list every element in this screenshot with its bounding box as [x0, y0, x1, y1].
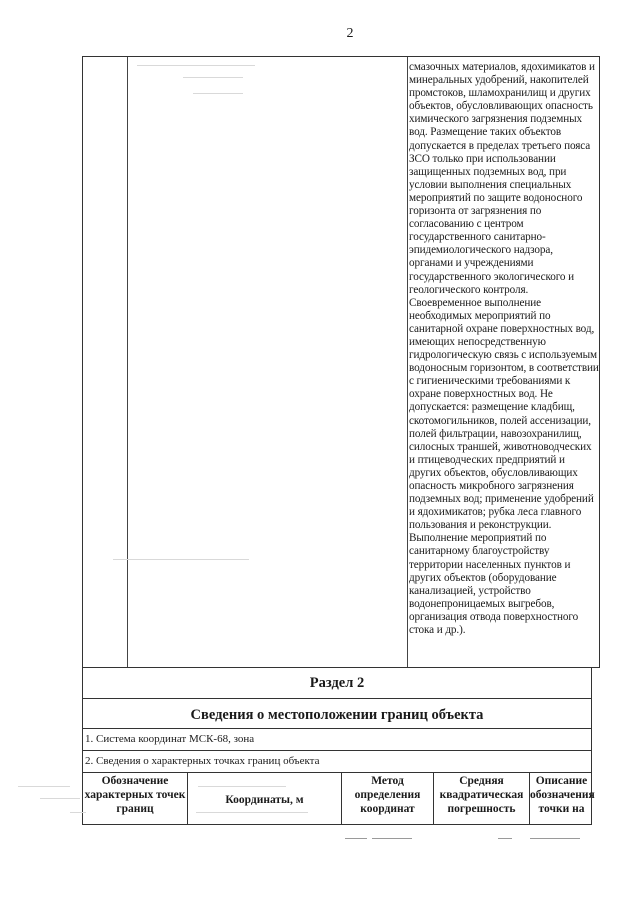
scan-artifact: [198, 786, 286, 787]
column-divider: [127, 57, 128, 667]
scan-artifact: [196, 812, 308, 813]
restrictions-table: [82, 56, 600, 668]
boundary-points-row: 2. Сведения о характерных точках границ объекта: [82, 751, 592, 773]
header-coordinates: Координаты, м: [187, 773, 341, 824]
page-number: 2: [346, 26, 354, 41]
restrictions-text: смазочных материалов, ядохимикатов и минеральных удобрений, накопителей промстоков, шламохранилищ и других объектов, обусловливающих опасность химического загрязнения подземных вод. Размещение таких объектов допускается в пределах третьего пояса ЗСО только при использовании защищенных подземных вод, при условии выполнения специальных мероприятий по защите водоносного горизонта от загрязнения по согласованию с центром государственного санитарно-эпидемиологического надзора, органами и учреждениями государственного экологического и геологического контроля. Своевременное выполнение необходимых мероприятий по санитарной охране поверхностных вод, имеющих непосредственную гидрологическую связь с используемым водоносным горизонтом, в соответствии с гигиеническими требованиями к охране поверхностных вод. Не допускается: размещение кладбищ, скотомогильников, полей ассенизации, полей фильтрации, навозохранилищ, силосных траншей, животноводческих и птицеводческих предприятий и других объектов, обусловливающих опасность микробного загрязнения подземных вод; применение удобрений и ядохимикатов; рубка леса главного пользования и реконструкции. Выполнение мероприятий по санитарному благоустройству территории населенных пунктов и других объектов (оборудование канализацией, устройство водонепроницаемых выгребов, организация отвода поверхностного стока и др.).: [409, 61, 599, 637]
column-divider: [407, 57, 408, 667]
header-method: Метод определения координат: [341, 773, 433, 824]
scan-artifact: [345, 838, 367, 839]
scan-artifact: [372, 838, 412, 839]
faint-bleed-line: [193, 93, 243, 94]
scan-artifact: [18, 786, 70, 787]
subsection-title: Сведения о местоположении границ объекта: [82, 699, 592, 729]
faint-bleed-line: [183, 77, 243, 78]
section-title: Раздел 2: [82, 668, 592, 699]
scan-artifact: [70, 812, 86, 813]
faint-bleed-line: [137, 65, 255, 66]
header-mean-square-error: Средняя квадратическая погрешность: [433, 773, 529, 824]
scan-artifact: [40, 798, 80, 799]
scan-artifact: [530, 838, 580, 839]
header-description: Описание обозначения точки на: [529, 773, 593, 824]
header-point-designation: Обозначение характерных точек границ: [84, 775, 186, 815]
scan-artifact: [498, 838, 512, 839]
faint-bleed-line: [113, 559, 249, 560]
boundary-points-table-header: [82, 773, 595, 825]
coordinate-system-row: 1. Система координат МСК-68, зона: [82, 729, 592, 751]
